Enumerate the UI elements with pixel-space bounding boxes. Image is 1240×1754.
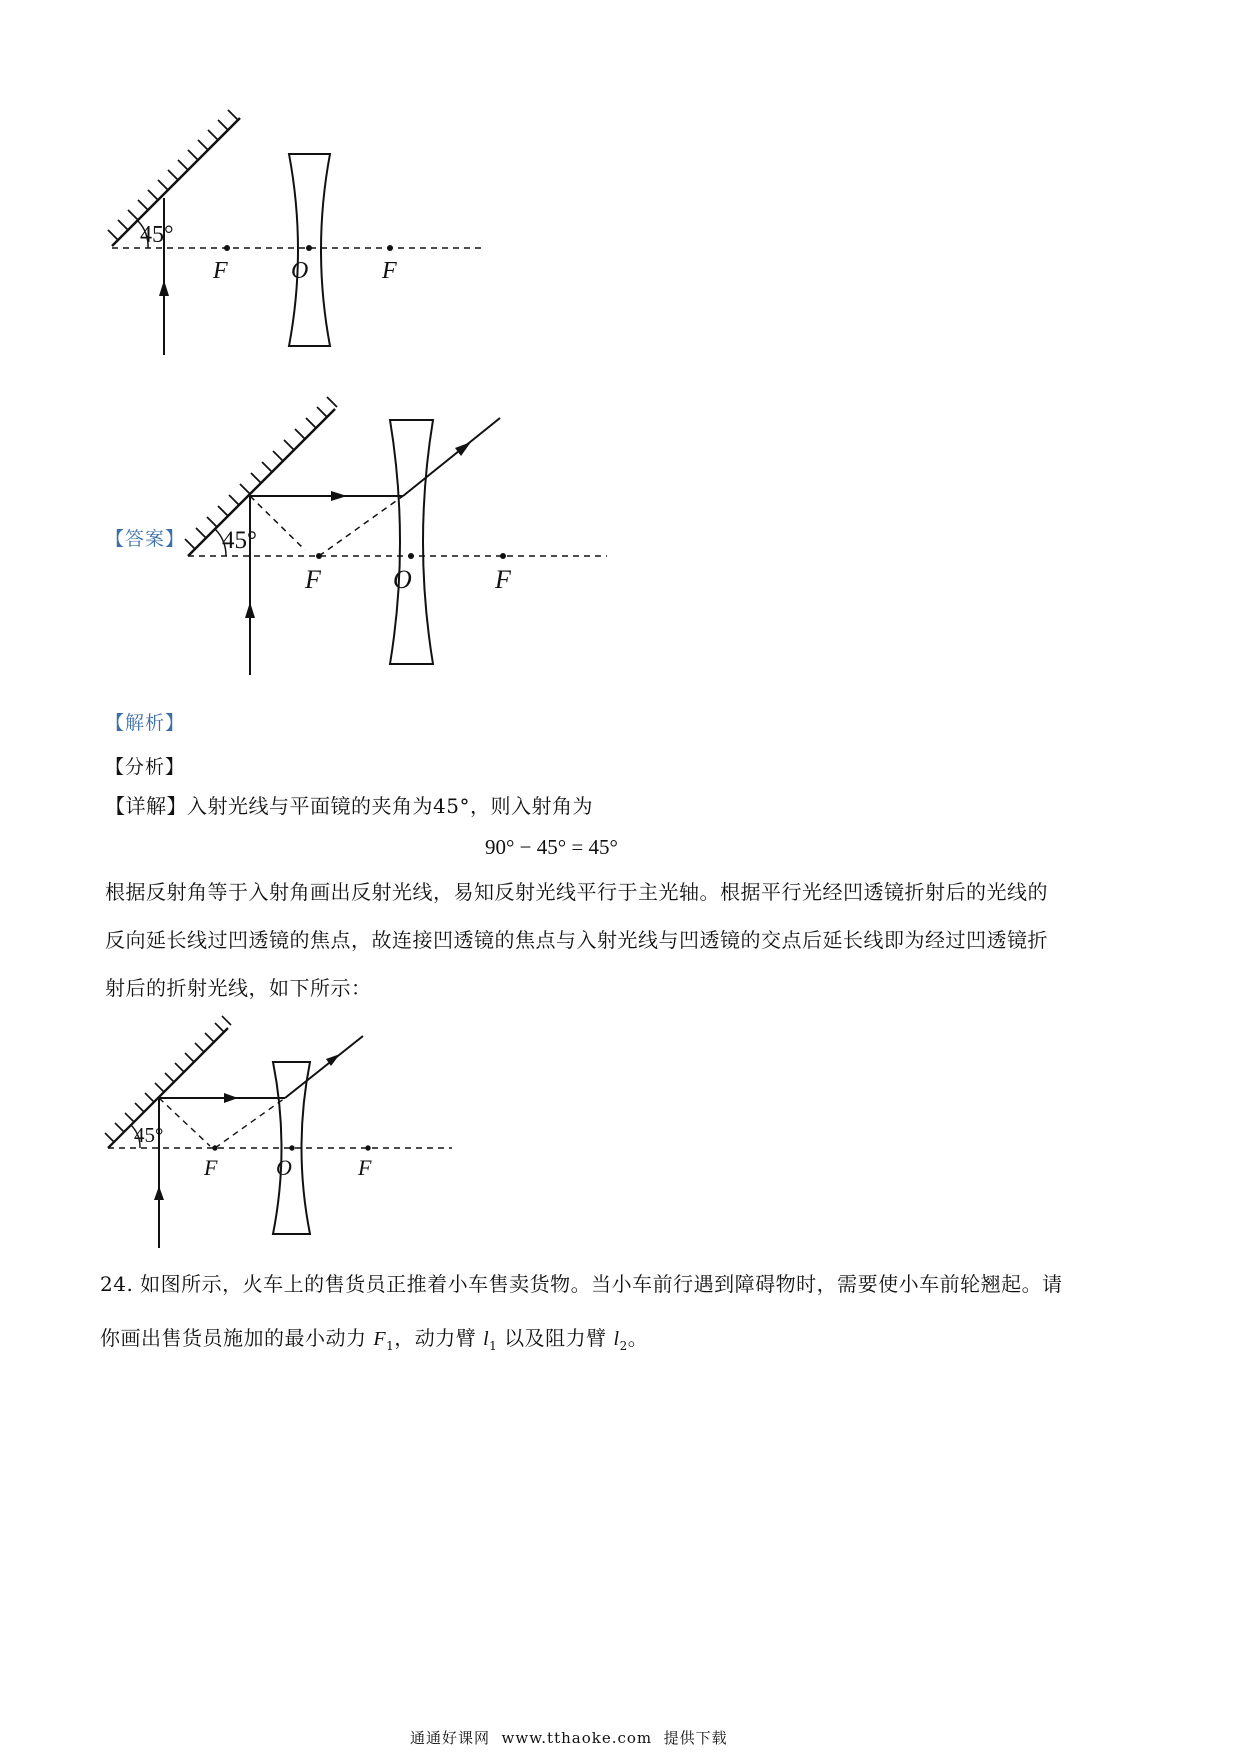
mirror-hatching [105, 1016, 231, 1142]
focus-point-left [212, 1145, 217, 1150]
equation: 90° − 45° = 45° [485, 835, 618, 859]
optical-center-point [289, 1145, 294, 1150]
detail-text: 入射光线与平面镜的夹角为45°，则入射角为 [187, 794, 593, 818]
explanation-line-2: 反向延长线过凹透镜的焦点，故连接凹透镜的焦点与入射光线与凹透镜的交点后延长线即为经过凹透镜折 [105, 928, 1048, 952]
incident-ray-arrow [159, 280, 169, 296]
concave-lens [390, 420, 433, 664]
figure-question-diagram [100, 100, 500, 360]
reflected-ray-arrow [331, 491, 347, 501]
reflected-ray-arrow [224, 1093, 238, 1103]
incident-ray-arrow [154, 1186, 164, 1200]
focus-point-right [365, 1145, 370, 1150]
analysis-tag: 【解析】 [105, 712, 186, 734]
mirror-hatching [108, 110, 238, 240]
force-symbol: F [373, 1328, 387, 1350]
focus-label-left: F [213, 258, 228, 284]
explanation-line-3: 射后的折射光线，如下所示： [105, 976, 372, 1000]
focus-label-right: F [358, 1155, 372, 1180]
focus-label-right: F [382, 258, 397, 284]
detail-line [105, 782, 593, 830]
refracted-ray [285, 1036, 363, 1098]
center-label: O [276, 1155, 292, 1180]
question-24-line-1: 24. 如图所示，火车上的售货员正推着小车售卖货物。当小车前行遇到障碍物时，需要使小车前轮翘起。请 [100, 1272, 1063, 1296]
angle-label: 45° [140, 222, 174, 248]
arm2-symbol: l [613, 1328, 620, 1350]
extension-line [319, 496, 403, 556]
refracted-ray-arrow [455, 442, 471, 456]
question-24-line-2: 你画出售货员施加的最小动力 $F_1$，动力臂 $l_1$ 以及阻力臂 $l_2$。 [100, 1326, 649, 1353]
refracted-ray [403, 418, 500, 496]
normal-line [159, 1098, 210, 1146]
angle-label: 45° [134, 1123, 164, 1147]
question-24 [100, 1260, 1160, 1370]
normal-line [250, 496, 305, 550]
focus-label-left: F [204, 1155, 218, 1180]
explanation-line-1: 根据反射角等于入射角画出反射光线，易知反射光线平行于主光轴。根据平行光经凹透镜折射后的光线的 [105, 880, 1048, 904]
extension-line [215, 1098, 285, 1148]
optical-center-point [306, 245, 312, 251]
plane-mirror [108, 1028, 228, 1148]
figure-answer-diagram [185, 390, 615, 680]
focus-point-left [316, 553, 322, 559]
figure-solution-diagram [100, 1010, 460, 1250]
angle-label: 45° [222, 527, 257, 554]
mirror-hatching [185, 397, 337, 549]
center-label: O [291, 258, 309, 284]
center-label: O [393, 565, 412, 594]
page-footer: 通通好课网 www.tthaoke.com 提供下载 [410, 1729, 728, 1747]
focus-label-left: F [305, 565, 321, 594]
answer-tag: 【答案】 [105, 528, 186, 550]
explanation-paragraph [105, 868, 1145, 1012]
optical-center-point [408, 553, 414, 559]
plane-mirror [112, 118, 240, 246]
focus-point-left [224, 245, 230, 251]
focus-label-right: F [495, 565, 511, 594]
focus-point-right [500, 553, 506, 559]
arm1-symbol: l [483, 1328, 490, 1350]
fenxi-tag: 【分析】 [105, 756, 186, 778]
detail-tag: 【详解】 [105, 794, 187, 818]
focus-point-right [387, 245, 393, 251]
incident-ray-arrow [245, 602, 255, 618]
